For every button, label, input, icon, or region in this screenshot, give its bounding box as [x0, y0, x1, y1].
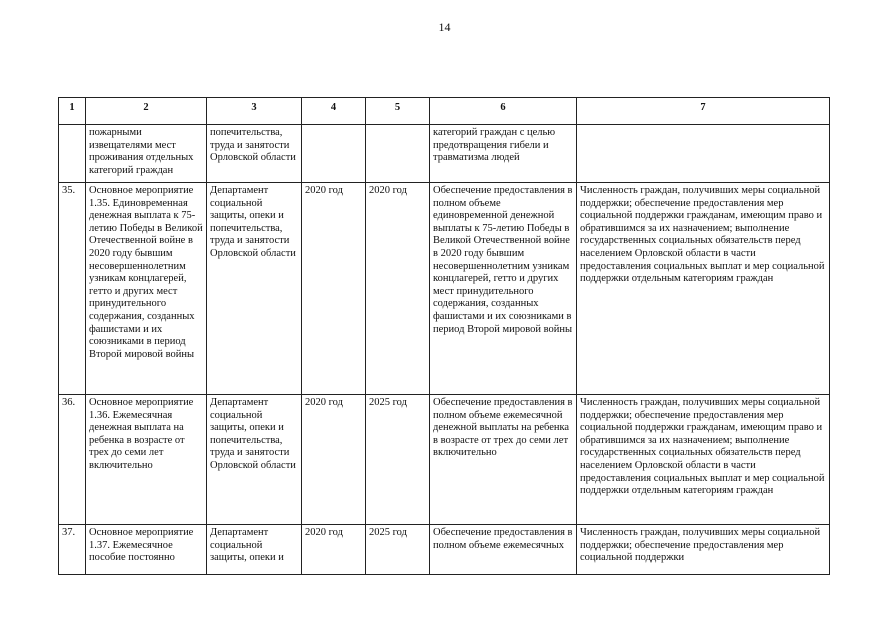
result-cell: Обеспечение предоставления в полном объеме ежемесячной денежной выплаты на ребенка в возрасте от трех до семи лет включительно	[430, 395, 577, 525]
executor-cell: попечительства, труда и занятости Орловской области	[207, 125, 302, 183]
measure-cell: пожарными извещателями мест проживания отдельных категорий граждан	[86, 125, 207, 183]
indicator-cell: Численность граждан, получивших меры социальной поддержки; обеспечение предоставления мер социальной поддержки	[577, 525, 830, 575]
table-row	[59, 525, 830, 575]
executor-cell: Департамент социальной защиты, опеки и попечительства, труда и занятости Орловской области	[207, 395, 302, 525]
executor-cell: Департамент социальной защиты, опеки и	[207, 525, 302, 575]
start-cell: 2020 год	[302, 395, 366, 525]
start-cell: 2020 год	[302, 525, 366, 575]
column-header: 6	[430, 98, 577, 125]
measures-table	[58, 97, 830, 575]
table-row-continuation	[59, 125, 830, 183]
measure-cell: Основное мероприятие 1.36. Ежемесячная денежная выплата на ребенка в возрасте от трех до семи лет включительно	[86, 395, 207, 525]
column-header: 2	[86, 98, 207, 125]
executor-cell: Департамент социальной защиты, опеки и попечительства, труда и занятости Орловской области	[207, 183, 302, 395]
column-header: 1	[59, 98, 86, 125]
measure-cell: Основное мероприятие 1.35. Единовременная денежная выплата к 75-летию Победы в Великой Отечественной войне в 2020 году бывшим несовершеннолетним узникам концлагерей, гетто и других мест принудительного содержания, созданных фашистами и их союзниками в период Второй мировой войны	[86, 183, 207, 395]
start-cell: 2020 год	[302, 183, 366, 395]
column-header: 5	[366, 98, 430, 125]
result-cell: Обеспечение предоставления в полном объеме единовременной денежной выплаты к 75-летию Победы в Великой Отечественной войне в 2020 году бывшим несовершеннолетним узникам концлагерей, гетто и других мест принудительного содержания, созданных фашистами и их союзниками в период Второй мировой войны	[430, 183, 577, 395]
end-cell: 2025 год	[366, 525, 430, 575]
end-cell: 2020 год	[366, 183, 430, 395]
table-row	[59, 395, 830, 525]
end-cell: 2025 год	[366, 395, 430, 525]
indicator-cell	[577, 125, 830, 183]
table-header-row	[59, 98, 830, 125]
indicator-cell: Численность граждан, получивших меры социальной поддержки; обеспечение предоставления мер социальной поддержки гражданам, имеющим право и обратившимся за их назначением; выполнение государственных социальных обязательств перед населением Орловской области в части предоставления социальных выплат и мер социальной поддержки отдельным категориям граждан	[577, 395, 830, 525]
row-number: 36.	[59, 395, 86, 525]
row-number: 37.	[59, 525, 86, 575]
row-number	[59, 125, 86, 183]
column-header: 4	[302, 98, 366, 125]
measure-cell: Основное мероприятие 1.37. Ежемесячное пособие постоянно	[86, 525, 207, 575]
indicator-cell: Численность граждан, получивших меры социальной поддержки; обеспечение предоставления мер социальной поддержки гражданам, имеющим право и обратившимся за их назначением; выполнение государственных социальных обязательств перед населением Орловской области в части предоставления социальных выплат и мер социальной поддержки отдельным категориям граждан	[577, 183, 830, 395]
table-row	[59, 183, 830, 395]
column-header: 3	[207, 98, 302, 125]
end-cell	[366, 125, 430, 183]
start-cell	[302, 125, 366, 183]
result-cell: категорий граждан с целью предотвращения гибели и травматизма людей	[430, 125, 577, 183]
result-cell: Обеспечение предоставления в полном объеме ежемесячных	[430, 525, 577, 575]
row-number: 35.	[59, 183, 86, 395]
page-number: 14	[438, 20, 451, 34]
column-header: 7	[577, 98, 830, 125]
